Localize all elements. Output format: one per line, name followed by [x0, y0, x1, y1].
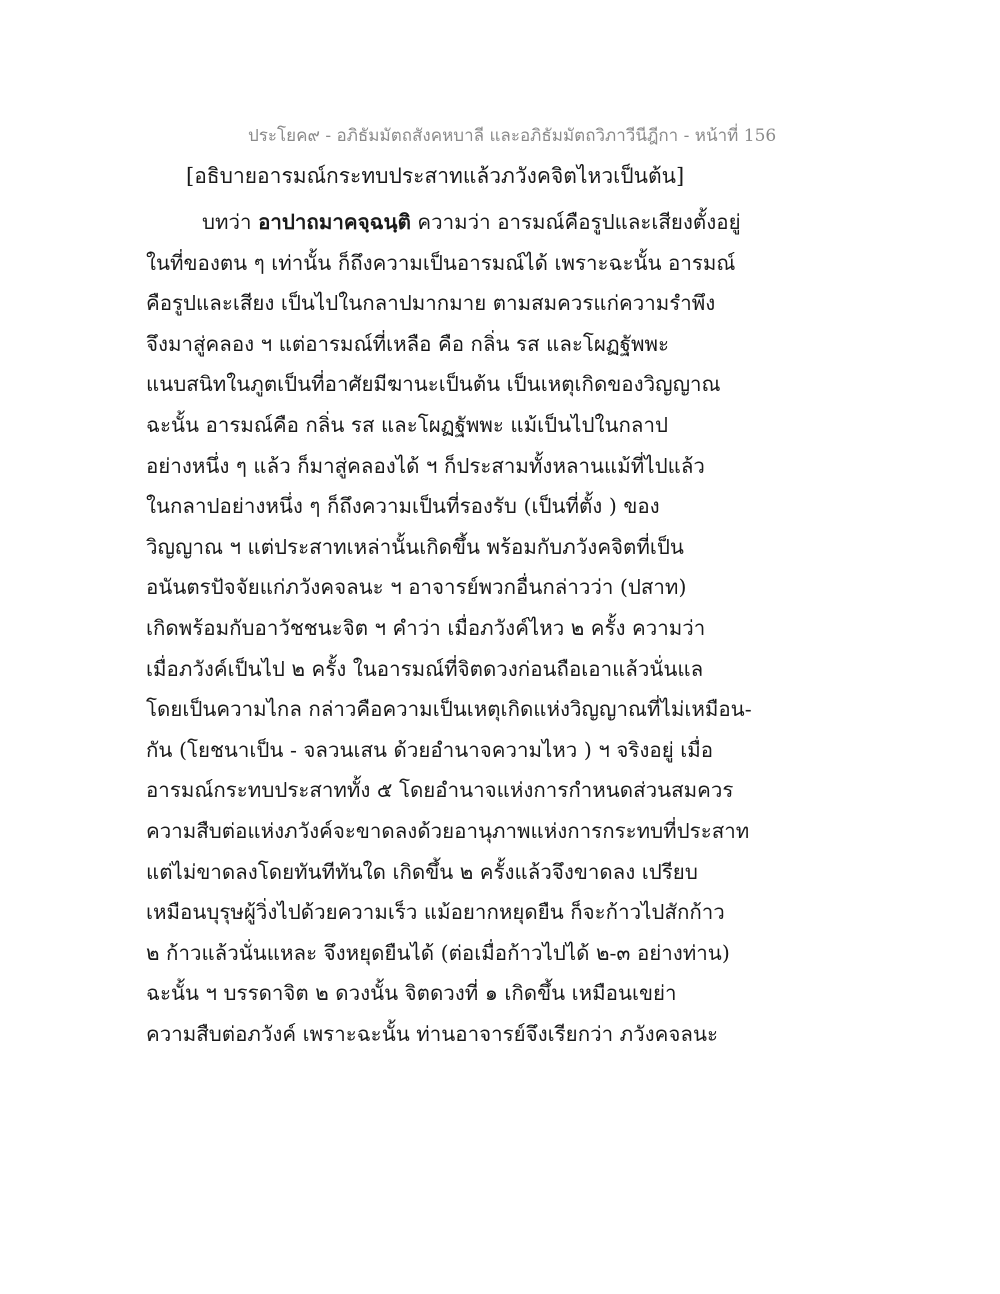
text-line: ฉะนั้น อารมณ์คือ กลิ่น รส และโผฏฐัพพะ แม้เป็นไปในกลาป [146, 412, 669, 437]
section-heading: [อธิบายอารมณ์กระทบประสาทแล้วภวังคจิตไหวเป็นต้น] [186, 164, 685, 188]
text-line: ฉะนั้น ฯ บรรดาจิต ๒ ดวงนั้น จิตดวงที่ ๑ เกิดขึ้น เหมือนเขย่า [146, 981, 677, 1006]
text-line: เหมือนบุรุษผู้วิ่งไปด้วยความเร็ว แม้อยากหยุดยืน ก็จะก้าวไปสักก้าว [146, 900, 725, 925]
body-text [146, 202, 752, 1054]
text-line: อนันตรปัจจัยแก่ภวังคจลนะ ฯ อาจารย์พวกอื่นกล่าวว่า (ปสาท) [146, 575, 687, 600]
first-line-prefix: บทว่า [202, 210, 259, 234]
text-line: จึงมาสู่คลอง ฯ แต่อารมณ์ที่เหลือ คือ กลิ่น รส และโผฏฐัพพะ [146, 331, 670, 356]
text-line: ความสืบต่อแห่งภวังค์จะขาดลงด้วยอานุภาพแห่งการกระทบที่ประสาท [146, 818, 750, 843]
running-header: ประโยค๙ - อภิธัมมัตถสังคหบาลี และอภิธัมมัตถวิภาวีนีฎีกา - หน้าที่ 156 [248, 126, 777, 146]
text-line: ในที่ของตน ๆ เท่านั้น ก็ถึงความเป็นอารมณ์ได้ เพราะฉะนั้น อารมณ์ [146, 250, 736, 275]
text-line: โดยเป็นความไกล กล่าวคือความเป็นเหตุเกิดแห่งวิญญาณที่ไม่เหมือน- [146, 697, 752, 722]
text-line: อารมณ์กระทบประสาททั้ง ๕ โดยอำนาจแห่งการกำหนดส่วนสมควร [146, 778, 734, 803]
text-line: วิญญาณ ฯ แต่ประสาทเหล่านั้นเกิดขึ้น พร้อมกับภวังคจิตที่เป็น [146, 534, 684, 559]
text-line: เกิดพร้อมกับอาวัชชนะจิต ฯ คำว่า เมื่อภวังค์ไหว ๒ ครั้ง ความว่า [146, 615, 706, 640]
paragraph-first-line [146, 202, 741, 243]
pali-term: อาปาถมาคจฺฉนฺติ [258, 210, 411, 234]
text-line: แนบสนิทในภูตเป็นที่อาศัยมีฆานะเป็นต้น เป็นเหตุเกิดของวิญญาณ [146, 372, 721, 397]
text-line: ในกลาปอย่างหนึ่ง ๆ ก็ถึงความเป็นที่รองรับ (เป็นที่ตั้ง ) ของ [146, 494, 660, 519]
first-line-suffix: ความว่า อารมณ์คือรูปและเสียงตั้งอยู่ [410, 210, 741, 234]
text-line: เมื่อภวังค์เป็นไป ๒ ครั้ง ในอารมณ์ที่จิตดวงก่อนถือเอาแล้วนั่นแล [146, 656, 704, 681]
text-line: กัน (โยชนาเป็น - จลวนเสน ด้วยอำนาจความไหว ) ฯ จริงอยู่ เมื่อ [146, 737, 714, 762]
text-line: คือรูปและเสียง เป็นไปในกลาปมากมาย ตามสมควรแก่ความรำพึง [146, 291, 716, 316]
text-line: ๒ ก้าวแล้วนั่นแหละ จึงหยุดยืนได้ (ต่อเมื่อก้าวไปได้ ๒-๓ อย่างท่าน) [146, 940, 730, 965]
text-line: อย่างหนึ่ง ๆ แล้ว ก็มาสู่คลองได้ ฯ ก็ประสามทั้งหลานแม้ที่ไปแล้ว [146, 453, 705, 478]
text-line: แต่ไม่ขาดลงโดยทันทีทันใด เกิดขึ้น ๒ ครั้งแล้วจึงขาดลง เปรียบ [146, 859, 698, 884]
text-line: ความสืบต่อภวังค์ เพราะฉะนั้น ท่านอาจารย์จึงเรียกว่า ภวังคจลนะ [146, 1021, 718, 1046]
